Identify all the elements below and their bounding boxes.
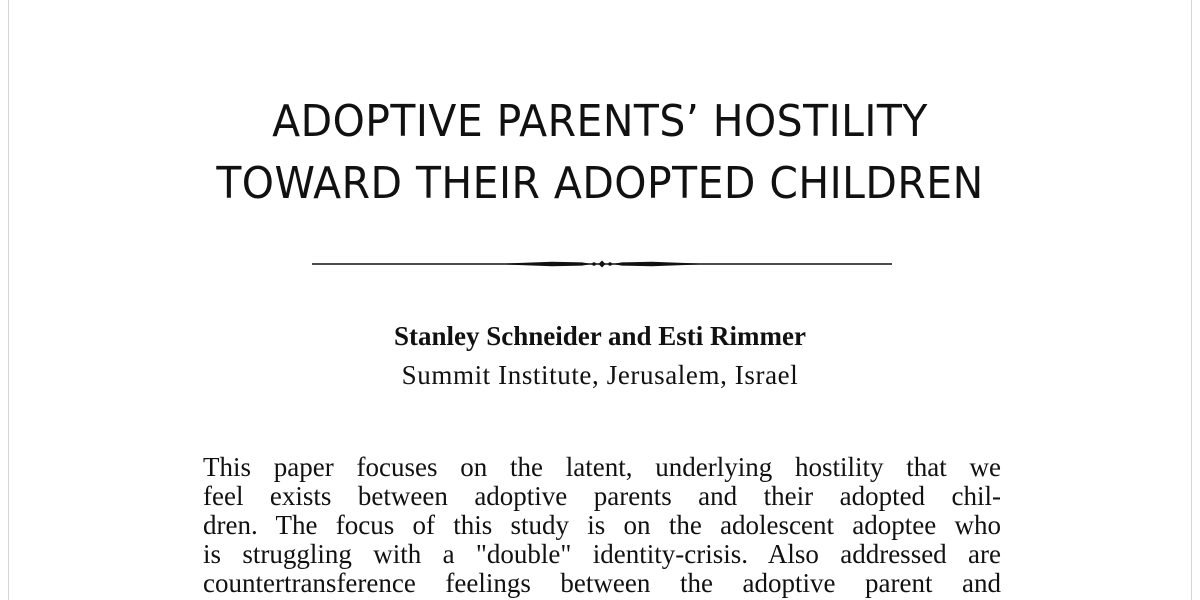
paper-authors: Stanley Schneider and Esti Rimmer: [393, 321, 806, 351]
paper-affiliation: Summit Institute, Jerusalem, Israel: [401, 360, 799, 390]
abstract-line: This paper focuses on the latent, underlying hostility that we: [203, 452, 1001, 482]
abstract-line: countertransference feelings between the adoptive parent and: [203, 568, 1001, 598]
title-line-1: ADOPTIVE PARENTS’ HOSTILITY: [272, 96, 928, 147]
title-line-2: TOWARD THEIR ADOPTED CHILDREN: [216, 158, 984, 209]
abstract-paragraph: [203, 453, 1001, 598]
abstract-line: feel exists between adoptive parents and their adopted chil-: [203, 481, 1001, 511]
page-edge-right: [1191, 0, 1192, 600]
abstract-line: dren. The focus of this study is on the adolescent adoptee who: [203, 510, 1001, 540]
ornament-divider: [312, 256, 892, 272]
abstract-line: is struggling with a "double" identity-crisis. Also addressed are: [203, 539, 1001, 569]
document-page: [9, 0, 1191, 600]
